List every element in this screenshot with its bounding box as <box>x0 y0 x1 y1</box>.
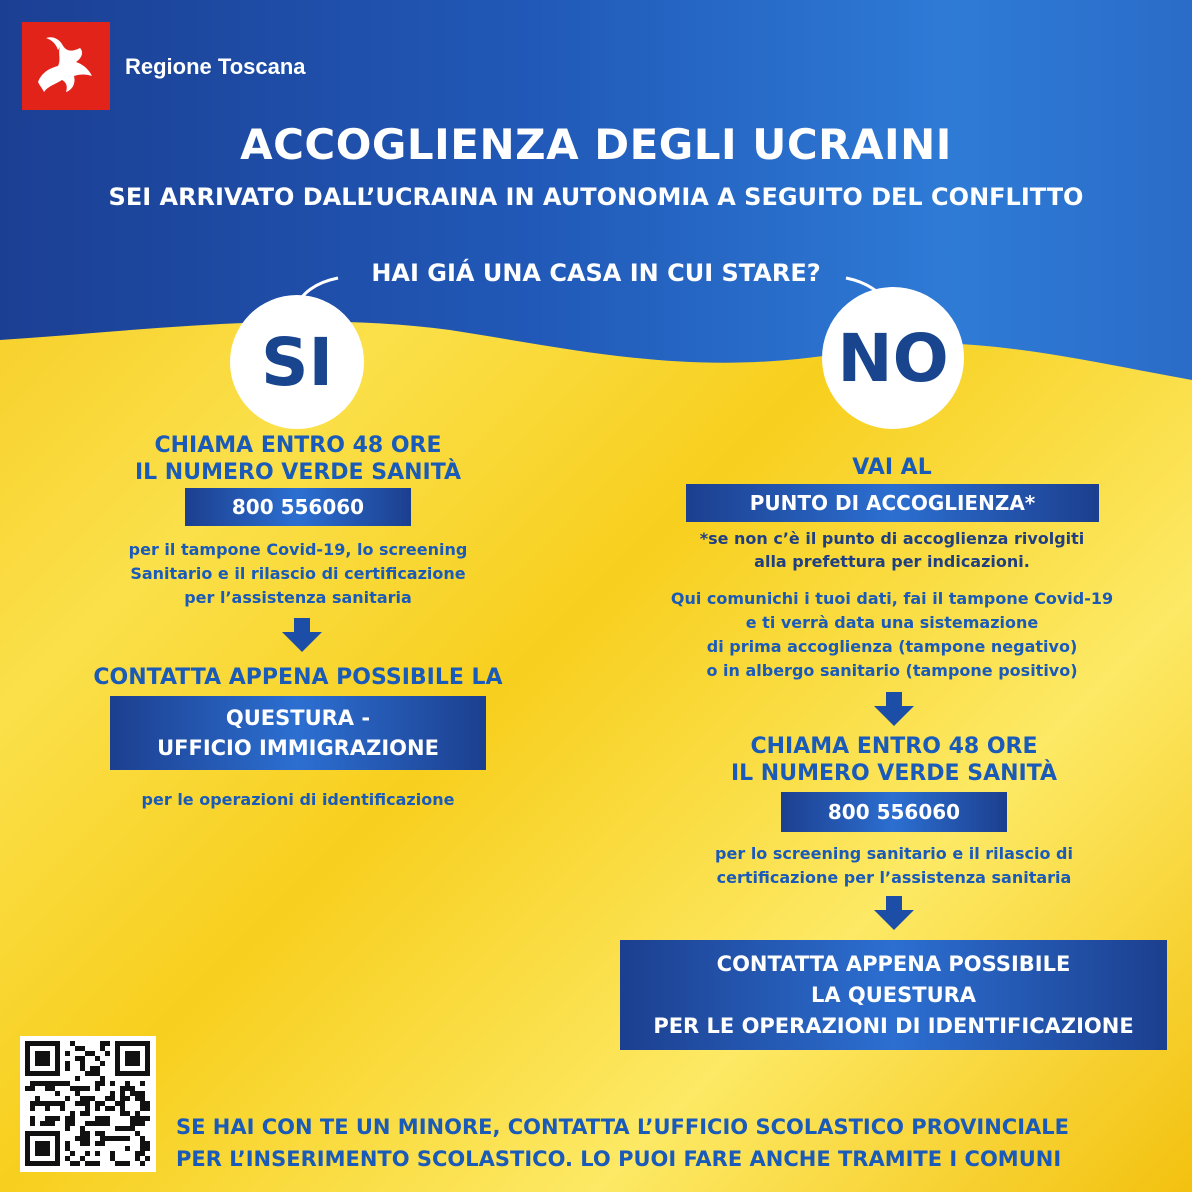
no-step1-title: VAI AL <box>852 455 932 480</box>
no-step1-note-line1: Qui comunichi i tuoi dati, fai il tampone Covid-19 <box>670 589 1114 608</box>
yes-step1-note-line1: per il tampone Covid-19, lo screening <box>128 540 468 559</box>
no-step3-line2: LA QUESTURA <box>810 982 977 1007</box>
no-footnote-line2: alla prefettura per indicazioni. <box>754 552 1030 571</box>
no-step1-note <box>632 587 1152 683</box>
yes-questura-box <box>110 696 486 770</box>
yes-phone-box: 800 556060 <box>185 488 411 526</box>
yes-step2-title: CONTATTA APPENA POSSIBILE LA <box>93 665 503 690</box>
yes-step1-line2: IL NUMERO VERDE SANITÀ <box>134 460 462 485</box>
no-step2-note-line2: certificazione per l’assistenza sanitaria <box>716 868 1072 887</box>
brand-name: Regione Toscana <box>125 54 306 79</box>
no-step2-note-line1: per lo screening sanitario e il rilascio di <box>715 844 1073 863</box>
page-subtitle: SEI ARRIVATO DALL’UCRAINA IN AUTONOMIA A SEGUITO DEL CONFLITTO <box>108 183 1084 211</box>
housing-question: HAI GIÁ UNA CASA IN CUI STARE? <box>371 259 821 287</box>
yes-step1-note-line3: per l’assistenza sanitaria <box>184 588 412 607</box>
no-step1-note-line2: e ti verrà data una sistemazione <box>745 613 1039 632</box>
yes-step1-note-line2: Sanitario e il rilascio di certificazione <box>130 564 466 583</box>
qr-code[interactable] <box>20 1036 156 1172</box>
yes-questura-line2: UFFICIO IMMIGRAZIONE <box>157 736 439 760</box>
no-step3-line1: CONTATTA APPENA POSSIBILE <box>716 951 1071 976</box>
no-step2-line2: IL NUMERO VERDE SANITÀ <box>730 761 1058 786</box>
page-title: ACCOGLIENZA DEGLI UCRAINI <box>240 120 952 169</box>
no-step2-title <box>694 733 1094 787</box>
question-connectors <box>0 0 1192 400</box>
no-step3-line3: PER LE OPERAZIONI DI IDENTIFICAZIONE <box>653 1013 1134 1038</box>
no-step1-note-line4: o in albergo sanitario (tampone positivo) <box>706 661 1078 680</box>
no-badge: NO <box>822 287 964 429</box>
qr-code-icon <box>20 1036 156 1172</box>
arrow-down-icon <box>872 692 916 728</box>
footer-note <box>176 1111 1176 1175</box>
arrow-down-icon <box>872 896 916 932</box>
yes-step1-note <box>78 538 518 610</box>
footer-line1: SE HAI CON TE UN MINORE, CONTATTA L’UFFICIO SCOLASTICO PROVINCIALE <box>176 1115 1069 1139</box>
yes-badge: SI <box>230 295 364 429</box>
no-step1-footnote <box>652 527 1132 573</box>
yes-step1-title <box>98 432 498 486</box>
footer-line2: PER L’INSERIMENTO SCOLASTICO. LO PUOI FARE ANCHE TRAMITE I COMUNI <box>176 1147 1062 1171</box>
arrow-down-icon <box>280 618 324 654</box>
no-phone-box: 800 556060 <box>781 792 1007 832</box>
yes-step2-note: per le operazioni di identificazione <box>141 790 455 809</box>
no-footnote-line1: *se non c’è il punto di accoglienza rivolgiti <box>699 529 1085 548</box>
yes-step1-line1: CHIAMA ENTRO 48 ORE <box>154 433 442 458</box>
no-step2-line1: CHIAMA ENTRO 48 ORE <box>750 734 1038 759</box>
no-step2-note <box>654 842 1134 890</box>
no-questura-box <box>620 940 1167 1050</box>
yes-questura-line1: QUESTURA - <box>225 706 371 730</box>
no-step1-note-line3: di prima accoglienza (tampone negativo) <box>706 637 1078 656</box>
no-reception-box: PUNTO DI ACCOGLIENZA* <box>686 484 1099 522</box>
